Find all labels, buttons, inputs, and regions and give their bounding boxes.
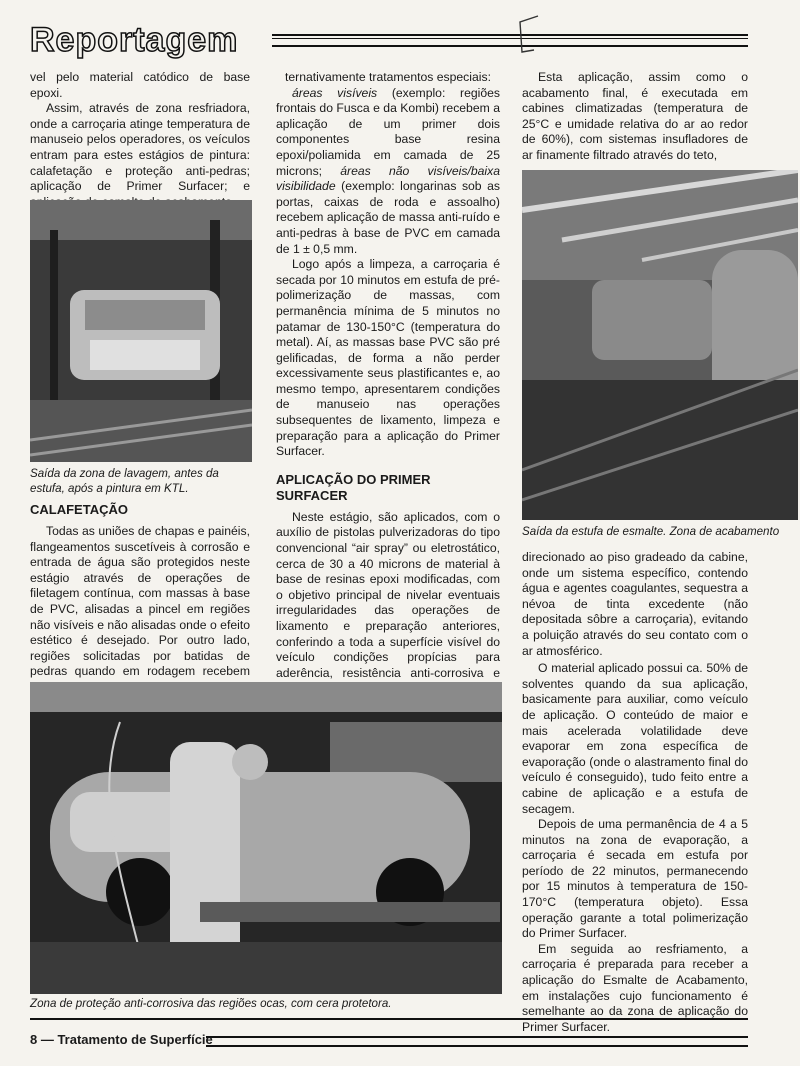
column-3-top	[522, 70, 748, 164]
section-title: Reportagem	[30, 21, 239, 59]
paragraph: Assim, através de zona resfriadora, onde a carroçaria atinge temperatura de manuseio pelos operadores, os veículos entram para estes estágios de pintura: calafetação e proteção anti-pedras; aplicação de Primer Surfacer; e	[30, 101, 250, 194]
column-3-bottom	[522, 550, 748, 1035]
photo-caption: Zona de proteção anti-corrosiva das regiões ocas, com cera protetora.	[30, 997, 392, 1010]
photo-washing-zone-exit	[30, 200, 252, 462]
emphasis: áreas visíveis	[292, 85, 378, 100]
paragraph	[276, 86, 500, 258]
paragraph: Logo após a limpeza, a carroçaria é secada por 10 minutos em estufa de pré-polimerização de massas, com permanência mínima de 5 minutos no patamar de 130-150°C (temperatura do metal). Aí, as massas base PVC são pré gelificadas, de forma a não perder excessivamente seus plastificantes e, ao mesmo tempo, apresentarem condições de manuseio nas operações subsequentes de lixamento, limpeza e preparação para a aplicação do Primer Surfacer.	[276, 257, 500, 459]
text-run: (exemplo: regiões frontais do Fusca e da Kombi) recebem a aplicação de um primer dois componentes base resina epoxi/poliamida em camada de 25 microns;	[276, 85, 501, 178]
photo-anti-corrosion-zone	[30, 682, 502, 994]
photo-caption: Saída da estufa de esmalte. Zona de acabamento	[522, 525, 780, 538]
footer-divider	[30, 1018, 748, 1020]
page-footer: 8 — Tratamento de Superfície	[30, 1032, 213, 1047]
paragraph: vel pelo material catódico de base epoxi.	[30, 70, 250, 100]
header-rule	[272, 34, 748, 47]
paragraph: Depois de uma permanência de 4 a 5 minutos na zona de evaporação, a carroçaria é secada em estufa por período de 22 minutos, permanecendo por 15 minutos à temperatura de 150-170°C (temperatura objeto). Essa operação garante a total polimerização do Primer Surfacer.	[522, 817, 748, 941]
paragraph: Neste estágio, são aplicados, com o auxílio de pistolas pulverizadoras do tipo convencional “air spray” ou eletrostático, cerca de 30 a 40 microns de material à base de resinas epoxi modificadas, com o objetivo principal de nivelar eventuais irregularidades das operações de lixamento e preparação anteriores, conferindo a toda a superfície visível do veículo condições propícias para aderência, resistência anti-corrosiva e	[276, 509, 500, 680]
emphasis: áreas não visíveis/baixa visibilidade	[276, 163, 500, 194]
text-run: (exemplo: longarinas sob as portas, caixas de roda e assoalho) recebem aplicação de massa anti-ruído e anti-pedras à base de PVC em camada de 1 ± 0,5 mm.	[276, 179, 500, 256]
photo-caption: Saída da zona de lavagem, antes da estufa, após a pintura em KTL.	[30, 467, 219, 495]
section-heading: CALAFETAÇÃO	[30, 502, 128, 517]
paragraph: Esta aplicação, assim como o acabamento final, é executada em cabines climatizadas (temperatura de 25°C e umidade relativa do ar ao redor de 60%), com sistemas insufladores de ar finamente filtrado através do teto,	[522, 70, 748, 162]
footer-rule	[206, 1036, 748, 1047]
corner-bracket-mark	[512, 12, 542, 56]
section-heading: APLICAÇÃO DO PRIMER	[276, 471, 431, 487]
paragraph: ternativamente tratamentos especiais:	[285, 70, 491, 84]
column-1-top	[30, 70, 250, 210]
photo-enamel-oven-exit	[522, 170, 798, 520]
paragraph: direcionado ao piso gradeado da cabine, onde um sistema específico, contendo água e agentes coagulantes, sequestra a névoa de tinta excedente (não depositada sôbre a carroçaria), evitando a poluição através do seu contato com o ar atmosférico.	[522, 550, 748, 658]
paragraph: Em seguida ao resfriamento, a carroçaria é preparada para receber a aplicação do Esmalte de Acabamento, em instalações cujo funcionamento é semelhante ao da zona de aplicação do Primer Surfacer.	[522, 941, 748, 1034]
paragraph: Todas as uniões de chapas e painéis, flangeamentos suscetíveis à corrosão e entrada de água são protegidos neste estágio através de operações de filetagem contínua, com massas à base de PVC, alisadas a pincel em regiões não visíveis e não alisadas onde o efeito estético é desejado. Por outro lado, regiões solicitadas por batidas de pedras quando em rodagem recebem	[30, 524, 250, 679]
column-1-bottom	[30, 502, 250, 696]
paragraph: O material aplicado possui ca. 50% de solventes quando da sua aplicação, basicamente para auxiliar, como veículo de aplicação. O conteúdo de maior e mais acelerada volatilidade deve evaporar em zona específica de evaporação (onde o alastramento final do veículo é conseguido), tudo feito entre a cabine de aplicação e a estufa de secagem.	[522, 661, 748, 816]
column-2	[276, 70, 500, 713]
section-heading: SURFACER	[276, 487, 348, 503]
